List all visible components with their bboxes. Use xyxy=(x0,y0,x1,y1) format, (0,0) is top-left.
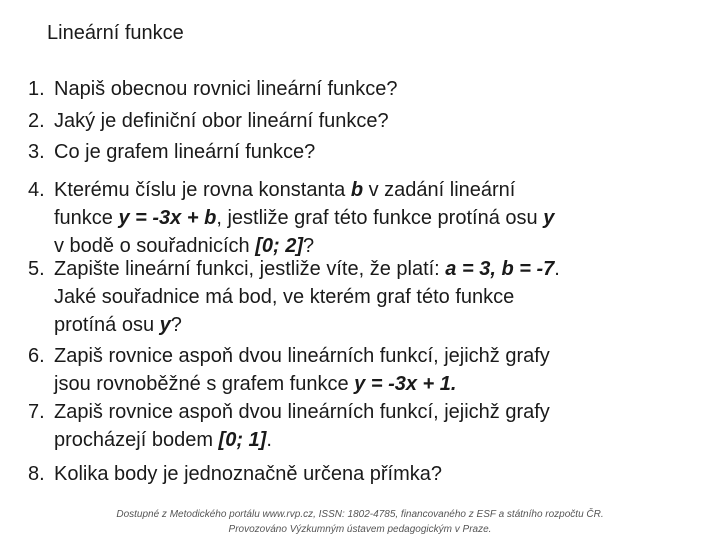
question-text: Napiš obecnou rovnici lineární funkce? xyxy=(54,78,398,100)
point-coordinates: [0; 2] xyxy=(255,235,304,257)
question-text: Jaký je definiční obor lineární funkce? xyxy=(54,110,389,132)
function-parameters: a = 3, b = -7 xyxy=(445,258,555,280)
variable-y: y xyxy=(543,207,555,229)
question-number: 5. xyxy=(28,258,45,280)
question-1 xyxy=(28,75,693,103)
question-7: 7. Zapiš rovnice aspoň dvou lineárních funkcí, jejichž grafy procházejí bodem [0; 1]. xyxy=(28,398,693,454)
question-8 xyxy=(28,460,693,488)
question-2 xyxy=(28,107,693,135)
question-number: 4. xyxy=(28,179,45,201)
footer-line: Dostupné z Metodického portálu www.rvp.cz, ISSN: 1802-4785, financovaného z ESF a státního rozpočtu ČR. xyxy=(116,509,604,520)
question-text: Co je grafem lineární funkce? xyxy=(54,141,316,163)
footer-line: Provozováno Výzkumným ústavem pedagogickým v Praze. xyxy=(228,524,492,535)
page-title: Lineární funkce xyxy=(47,22,184,44)
point-coordinates: [0; 1] xyxy=(218,429,267,451)
question-number: 2. xyxy=(28,110,45,132)
question-number: 6. xyxy=(28,345,45,367)
question-4: 4. Kterému číslu je rovna konstanta b v zadání lineární funkce y = -3x + b, jestliže graf této funkce protíná osu y v bodě o souřadnicích [0; 2]? xyxy=(28,176,693,260)
footer xyxy=(0,507,720,537)
question-3 xyxy=(28,138,693,166)
variable-b: b xyxy=(350,179,364,201)
question-number: 1. xyxy=(28,78,45,100)
variable-y: y xyxy=(159,314,171,336)
question-5: 5. Zapište lineární funkci, jestliže víte, že platí: a = 3, b = -7. Jaké souřadnice má bod, ve kterém graf této funkce protíná osu y? xyxy=(28,255,693,339)
function-equation: y = -3x + b xyxy=(118,207,217,229)
question-number: 8. xyxy=(28,463,45,485)
function-equation: y = -3x + 1. xyxy=(354,373,457,395)
question-number: 7. xyxy=(28,401,45,423)
question-text: Kolika body je jednoznačně určena přímka? xyxy=(54,463,443,485)
question-6: 6. Zapiš rovnice aspoň dvou lineárních funkcí, jejichž grafy jsou rovnoběžné s grafem funkce y = -3x + 1. xyxy=(28,342,693,398)
question-number: 3. xyxy=(28,141,45,163)
